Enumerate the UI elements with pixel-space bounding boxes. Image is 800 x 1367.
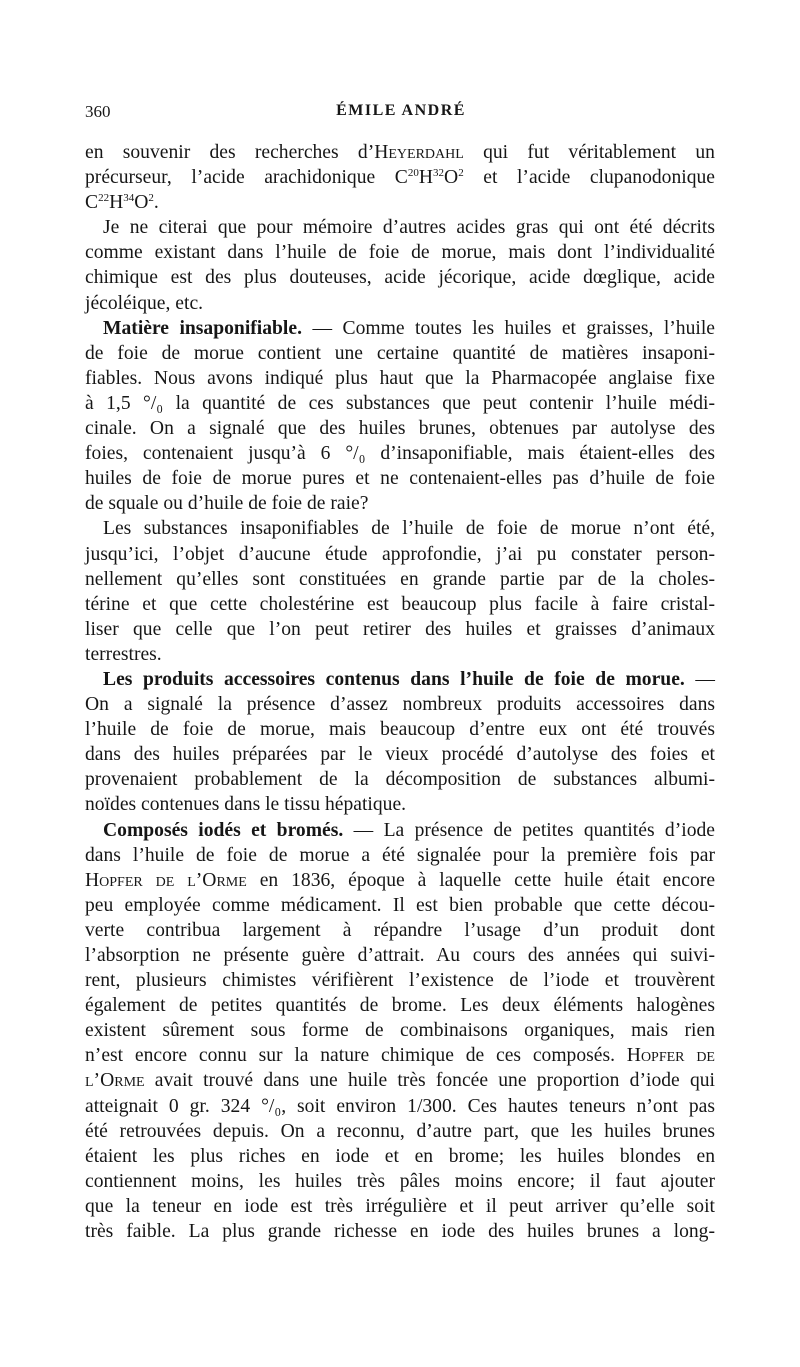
text-line: précurseur, l’acide arachidonique $C^{20}H^{32}O^2$ et l’acide clupanodonique <box>85 167 715 189</box>
body-text <box>85 140 715 1244</box>
text-line: térine et que cette cholestérine est beaucoup plus facile à faire cristal- <box>85 593 715 615</box>
text-line: cinale. On a signalé que des huiles brunes, obtenues par autolyse des <box>85 418 715 440</box>
text-line: très faible. La plus grande richesse en iode des huiles brunes a long- <box>85 1221 715 1243</box>
text-line: fiables. Nous avons indiqué plus haut que la Pharmacopée anglaise fixe <box>85 367 715 389</box>
text-line: On a signalé la présence d’assez nombreux produits accessoires dans <box>85 694 715 716</box>
formula-subscript: 2 <box>148 192 154 205</box>
page-number: 360 <box>85 102 111 121</box>
text-line: comme existant dans l’huile de foie de morue, mais dont l’individualité <box>85 242 715 264</box>
text-line: jusqu’ici, l’objet d’aucune étude approfondie, j’ai pu constater person- <box>85 543 715 565</box>
text-line: rent, plusieurs chimistes vérifièrent l’existence de l’iode et trouvèrent <box>85 970 715 992</box>
text-line: de squale ou d’huile de foie de raie? <box>85 493 369 515</box>
text-line: atteignait 0 gr. 324 °/₀, soit environ 1/300. Ces hautes teneurs n’ont pas <box>85 1095 715 1117</box>
text-line: jécoléique, etc. <box>85 292 204 314</box>
text-line: contiennent moins, les huiles très pâles moins encore; il faut ajouter <box>85 1170 715 1192</box>
text-line: existent sûrement sous forme de combinaisons organiques, mais rien <box>85 1020 715 1042</box>
text-line: également de petites quantités de brome. Les deux éléments halogènes <box>85 995 715 1017</box>
text-line: que la teneur en iode est très irrégulière et il peut arriver qu’elle soit <box>85 1195 715 1217</box>
text-line: $C^{22}H^{34}O^2$. <box>85 192 159 214</box>
text-line: l’absorption ne présente guère d’attrait. Au cours des années qui suivi- <box>85 945 715 966</box>
text-line: dans des huiles préparées par le vieux procédé d’autolyse des foies et <box>85 744 715 766</box>
text-line: peu employée comme médicament. Il est bien probable que cette décou- <box>85 894 715 916</box>
text-line: verte contribua largement à répandre l’usage d’un produit dont <box>85 919 715 941</box>
text-line: à 1,5 °/₀ la quantité de ces substances que peut contenir l’huile médi- <box>85 392 715 414</box>
text-line: de foie de morue contient une certaine quantité de matières insaponi- <box>85 342 715 364</box>
text-line: terrestres. <box>85 643 162 665</box>
text-line: foies, contenaient jusqu’à 6 °/₀ d’insaponifiable, mais étaient-elles des <box>85 443 715 465</box>
author-name: Hopfer de <box>626 1045 715 1067</box>
section-heading: Composés iodés et bromés. <box>103 819 344 841</box>
text-line: l’huile de foie de morue, mais beaucoup d’entre eux ont été trouvés <box>85 719 715 741</box>
formula-subscript: 32 <box>433 167 445 180</box>
text-line: l’Orme avait trouvé dans une huile très foncée une proportion d’iode qui <box>85 1070 715 1092</box>
text-line: en souvenir des recherches d’Heyerdahl qui fut véritablement un <box>85 142 715 163</box>
text-line: liser que celle que l’on peut retirer des huiles et graisses d’animaux <box>85 618 715 640</box>
running-title: ÉMILE ANDRÉ <box>336 102 466 119</box>
text-line: Composés iodés et bromés. — La présence de petites quantités d’iode <box>103 819 715 841</box>
text-line: étaient les plus riches en iode et en brome; les huiles blondes en <box>85 1145 715 1167</box>
text-line: Les substances insaponifiables de l’huile de foie de morue n’ont été, <box>103 518 715 540</box>
section-heading: Les produits accessoires contenus dans l’huile de foie de morue. <box>103 668 685 690</box>
text-line: huiles de foie de morue pures et ne contenaient-elles pas d’huile de foie <box>85 468 715 490</box>
text-line: Les produits accessoires contenus dans l’huile de foie de morue. — <box>103 668 715 690</box>
text-line: été retrouvées depuis. On a reconnu, d’autre part, que les huiles brunes <box>85 1120 715 1142</box>
text-line: provenaient probablement de la décomposition de substances albumi- <box>85 769 715 791</box>
formula-subscript: 34 <box>123 192 135 205</box>
section-heading: Matière insaponifiable. <box>103 317 302 339</box>
text-line: nellement qu’elles sont constituées en grande partie par de la choles- <box>85 568 715 590</box>
text-line: dans l’huile de foie de morue a été signalée pour la première fois par <box>85 844 715 866</box>
running-head <box>85 102 717 128</box>
text-line: n’est encore connu sur la nature chimique de ces composés. Hopfer de <box>85 1045 715 1067</box>
formula-subscript: 20 <box>407 167 419 180</box>
formula-subscript: 2 <box>458 167 464 180</box>
text-line: Matière insaponifiable. — Comme toutes les huiles et graisses, l’huile <box>103 317 715 339</box>
author-name: Heyerdahl <box>374 142 464 163</box>
text-line: Hopfer de l’Orme en 1836, époque à laquelle cette huile était encore <box>85 869 716 891</box>
text-line: Je ne citerai que pour mémoire d’autres acides gras qui ont été décrits <box>103 217 715 239</box>
author-name: l’Orme <box>85 1070 145 1092</box>
formula-subscript: 22 <box>98 192 110 205</box>
text-line: chimique est des plus douteuses, acide jécorique, acide dœglique, acide <box>85 267 715 289</box>
text-line: noïdes contenues dans le tissu hépatique. <box>85 794 407 816</box>
author-name: Hopfer de l’Orme <box>85 869 247 891</box>
